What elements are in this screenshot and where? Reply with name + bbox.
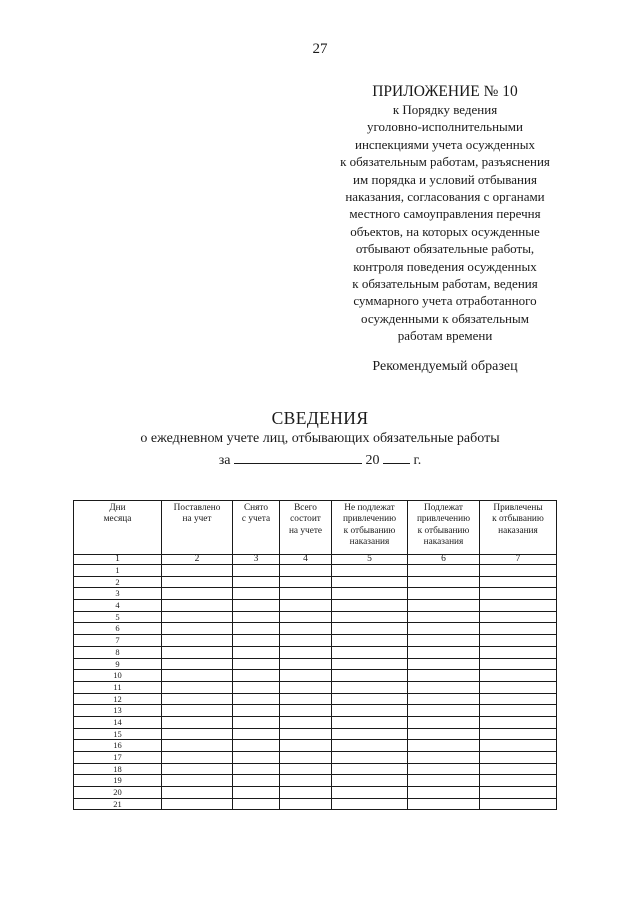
- table-cell[interactable]: [162, 752, 233, 764]
- appendix-line: работам времени: [397, 328, 493, 344]
- table-cell[interactable]: [233, 646, 280, 658]
- column-header-line: Подлежат: [424, 503, 463, 513]
- table-row: [74, 670, 557, 682]
- column-header: [162, 501, 233, 555]
- table-cell[interactable]: [332, 775, 408, 787]
- column-number: 6: [408, 555, 480, 565]
- table-row: [74, 611, 557, 623]
- table-cell[interactable]: [332, 600, 408, 612]
- appendix-line: осужденными к обязательным: [361, 310, 529, 326]
- table-cell[interactable]: [332, 670, 408, 682]
- table-cell[interactable]: [480, 600, 557, 612]
- table-cell[interactable]: [280, 681, 332, 693]
- table-cell[interactable]: [408, 787, 480, 799]
- day-cell: 6: [74, 623, 162, 635]
- period-prefix: за: [218, 453, 231, 468]
- table-cell[interactable]: [233, 740, 280, 752]
- table-cell[interactable]: [162, 670, 233, 682]
- table-cell[interactable]: [162, 611, 233, 623]
- column-number-row: [74, 555, 557, 565]
- table-cell[interactable]: [480, 635, 557, 647]
- table-cell[interactable]: [408, 728, 480, 740]
- table-cell[interactable]: [233, 565, 280, 577]
- table-cell[interactable]: [280, 576, 332, 588]
- table-cell[interactable]: [280, 798, 332, 810]
- day-cell: 14: [74, 716, 162, 728]
- table-cell[interactable]: [162, 658, 233, 670]
- sample-label: Рекомендуемый образец: [372, 359, 518, 374]
- table-cell[interactable]: [280, 611, 332, 623]
- day-cell: 9: [74, 658, 162, 670]
- table-cell[interactable]: [280, 600, 332, 612]
- table-row: [74, 635, 557, 647]
- column-header: [480, 501, 557, 555]
- table-row: [74, 623, 557, 635]
- column-header-line: Поставлено: [173, 503, 221, 513]
- table-cell[interactable]: [233, 681, 280, 693]
- table-row: [74, 646, 557, 658]
- column-header-line: наказания: [349, 536, 390, 547]
- form-title: СВЕДЕНИЯ: [271, 408, 369, 428]
- column-header-line: наказания: [423, 536, 464, 547]
- table-cell[interactable]: [332, 681, 408, 693]
- column-number: 1: [74, 555, 162, 565]
- table-cell[interactable]: [233, 787, 280, 799]
- table-cell[interactable]: [480, 728, 557, 740]
- appendix-line: объектов, на которых осужденные: [350, 223, 540, 239]
- table-cell[interactable]: [280, 693, 332, 705]
- table-cell[interactable]: [162, 728, 233, 740]
- period-year: 20: [365, 453, 380, 468]
- column-header-line: наказания: [498, 525, 538, 536]
- column-header-line: Всего: [294, 503, 317, 513]
- table-cell[interactable]: [408, 658, 480, 670]
- table-cell[interactable]: [162, 681, 233, 693]
- table-cell[interactable]: [332, 588, 408, 600]
- table-cell[interactable]: [162, 763, 233, 775]
- table-row: [74, 728, 557, 740]
- table-row: [74, 752, 557, 764]
- table-cell[interactable]: [480, 565, 557, 577]
- table-cell[interactable]: [332, 705, 408, 717]
- table-row: [74, 716, 557, 728]
- table-cell[interactable]: [233, 611, 280, 623]
- table-cell[interactable]: [480, 588, 557, 600]
- appendix-line: к обязательным работам, разъяснения: [340, 154, 550, 170]
- table-cell[interactable]: [408, 705, 480, 717]
- table-cell[interactable]: [480, 787, 557, 799]
- table-header-row: [74, 501, 557, 555]
- table-cell[interactable]: [280, 716, 332, 728]
- table-row: [74, 600, 557, 612]
- table-cell[interactable]: [280, 670, 332, 682]
- table-cell[interactable]: [280, 728, 332, 740]
- appendix-line: местного самоуправления перечня: [349, 206, 541, 222]
- day-cell: 7: [74, 635, 162, 647]
- day-cell: 16: [74, 740, 162, 752]
- table-cell[interactable]: [280, 635, 332, 647]
- table-cell[interactable]: [280, 658, 332, 670]
- day-cell: 10: [74, 670, 162, 682]
- table-cell[interactable]: [332, 658, 408, 670]
- table-cell[interactable]: [233, 588, 280, 600]
- period-blank-field[interactable]: [234, 450, 362, 464]
- table-cell[interactable]: [162, 798, 233, 810]
- year-blank-field[interactable]: [383, 450, 410, 464]
- table-cell[interactable]: [162, 600, 233, 612]
- table-cell[interactable]: [280, 740, 332, 752]
- table-cell[interactable]: [233, 798, 280, 810]
- table-cell[interactable]: [162, 588, 233, 600]
- daily-report-table: [73, 500, 557, 810]
- table-cell[interactable]: [480, 740, 557, 752]
- day-cell: 2: [74, 576, 162, 588]
- table-cell[interactable]: [408, 635, 480, 647]
- column-number: 3: [233, 555, 280, 565]
- table-cell[interactable]: [480, 646, 557, 658]
- table-cell[interactable]: [233, 775, 280, 787]
- table-cell[interactable]: [480, 670, 557, 682]
- column-header-line: Привлечены: [493, 503, 543, 513]
- table-cell[interactable]: [480, 681, 557, 693]
- appendix-lines: [300, 101, 590, 345]
- appendix-line: наказания, согласования с органами: [345, 189, 545, 205]
- table-row: [74, 763, 557, 775]
- table-cell[interactable]: [408, 576, 480, 588]
- table-cell[interactable]: [162, 623, 233, 635]
- table-row: [74, 693, 557, 705]
- table-cell[interactable]: [162, 775, 233, 787]
- table-cell[interactable]: [408, 775, 480, 787]
- appendix-line: инспекциями учета осужденных: [355, 136, 535, 152]
- appendix-line: контроля поведения осужденных: [353, 258, 537, 274]
- column-number: 4: [280, 555, 332, 565]
- day-cell: 17: [74, 752, 162, 764]
- table-cell[interactable]: [480, 775, 557, 787]
- column-header-line: к отбыванию: [343, 525, 396, 536]
- table-cell[interactable]: [480, 611, 557, 623]
- table-cell[interactable]: [162, 576, 233, 588]
- table-cell[interactable]: [280, 787, 332, 799]
- table-cell[interactable]: [280, 646, 332, 658]
- day-cell: 20: [74, 787, 162, 799]
- column-header-line: на учете: [288, 525, 323, 536]
- table-cell[interactable]: [480, 576, 557, 588]
- table-cell[interactable]: [162, 693, 233, 705]
- table-cell[interactable]: [408, 611, 480, 623]
- table-cell[interactable]: [162, 716, 233, 728]
- table-row: [74, 576, 557, 588]
- column-header-line: Не подлежат: [344, 503, 395, 513]
- table-cell[interactable]: [162, 635, 233, 647]
- table-cell[interactable]: [332, 611, 408, 623]
- form-subtitle: о ежедневном учете лиц, отбывающих обязательные работы: [140, 431, 500, 446]
- table-cell[interactable]: [408, 646, 480, 658]
- table-cell[interactable]: [408, 670, 480, 682]
- table-cell[interactable]: [332, 740, 408, 752]
- period-suffix: г.: [413, 453, 422, 468]
- table-cell[interactable]: [233, 576, 280, 588]
- table-cell[interactable]: [480, 763, 557, 775]
- column-header: [280, 501, 332, 555]
- column-number: 2: [162, 555, 233, 565]
- table-cell[interactable]: [332, 763, 408, 775]
- column-number: 5: [332, 555, 408, 565]
- table-cell[interactable]: [280, 775, 332, 787]
- table-cell[interactable]: [233, 670, 280, 682]
- day-cell: 21: [74, 798, 162, 810]
- appendix-title: ПРИЛОЖЕНИЕ № 10: [372, 83, 518, 100]
- table-cell[interactable]: [480, 752, 557, 764]
- column-header-line: к отбыванию: [417, 525, 470, 536]
- day-cell: 4: [74, 600, 162, 612]
- table-cell[interactable]: [408, 752, 480, 764]
- table-cell[interactable]: [280, 763, 332, 775]
- column-header: [233, 501, 280, 555]
- table-cell[interactable]: [233, 635, 280, 647]
- table-cell[interactable]: [408, 763, 480, 775]
- table-cell[interactable]: [280, 588, 332, 600]
- appendix-line: уголовно-исполнительными: [367, 119, 523, 135]
- table-cell[interactable]: [408, 600, 480, 612]
- appendix-line: к обязательным работам, ведения: [352, 276, 538, 292]
- column-header-line: привлечению: [416, 514, 471, 525]
- table-cell[interactable]: [408, 565, 480, 577]
- column-header-line: месяца: [103, 514, 132, 525]
- table-cell[interactable]: [408, 798, 480, 810]
- table-cell[interactable]: [332, 576, 408, 588]
- page-number: 27: [312, 41, 328, 57]
- day-cell: 18: [74, 763, 162, 775]
- table-cell[interactable]: [408, 716, 480, 728]
- table-row: [74, 775, 557, 787]
- column-header-line: состоит: [290, 514, 321, 525]
- column-header: [332, 501, 408, 555]
- table-cell[interactable]: [233, 623, 280, 635]
- column-header-line: с учета: [241, 514, 271, 525]
- table-cell[interactable]: [162, 565, 233, 577]
- table-cell[interactable]: [332, 716, 408, 728]
- table-cell[interactable]: [408, 681, 480, 693]
- column-header-line: на учет: [182, 514, 212, 525]
- day-cell: 8: [74, 646, 162, 658]
- table-cell[interactable]: [233, 716, 280, 728]
- day-cell: 15: [74, 728, 162, 740]
- table-cell[interactable]: [332, 798, 408, 810]
- table-cell[interactable]: [280, 623, 332, 635]
- table-cell[interactable]: [332, 693, 408, 705]
- day-cell: 13: [74, 705, 162, 717]
- table-cell[interactable]: [332, 728, 408, 740]
- table-row: [74, 588, 557, 600]
- day-cell: 19: [74, 775, 162, 787]
- table-cell[interactable]: [480, 693, 557, 705]
- table-cell[interactable]: [332, 646, 408, 658]
- table-cell[interactable]: [162, 705, 233, 717]
- day-cell: 11: [74, 681, 162, 693]
- table-cell[interactable]: [480, 798, 557, 810]
- table-cell[interactable]: [332, 752, 408, 764]
- table-cell[interactable]: [233, 600, 280, 612]
- column-header-line: к отбыванию: [492, 514, 544, 525]
- table-cell[interactable]: [480, 658, 557, 670]
- table-cell[interactable]: [233, 728, 280, 740]
- table-row: [74, 787, 557, 799]
- table-cell[interactable]: [408, 588, 480, 600]
- table-cell[interactable]: [480, 705, 557, 717]
- appendix-line: им порядка и условий отбывания: [353, 171, 537, 187]
- table-cell[interactable]: [332, 635, 408, 647]
- column-header-line: Снято: [243, 503, 269, 513]
- day-cell: 3: [74, 588, 162, 600]
- day-cell: 1: [74, 565, 162, 577]
- table-cell[interactable]: [162, 787, 233, 799]
- column-header: [74, 501, 162, 555]
- appendix-line: суммарного учета отработанного: [353, 293, 537, 309]
- column-number: 7: [480, 555, 557, 565]
- appendix-line: отбывают обязательные работы,: [355, 241, 535, 257]
- table-cell[interactable]: [480, 623, 557, 635]
- table-cell[interactable]: [233, 752, 280, 764]
- table-cell[interactable]: [332, 787, 408, 799]
- table-row: [74, 705, 557, 717]
- column-header-line: привлечению: [342, 514, 397, 525]
- table-cell[interactable]: [162, 740, 233, 752]
- table-row: [74, 740, 557, 752]
- table-cell[interactable]: [233, 705, 280, 717]
- appendix-line: к Порядку ведения: [392, 102, 498, 117]
- table-cell[interactable]: [233, 658, 280, 670]
- table-cell[interactable]: [162, 646, 233, 658]
- table-cell[interactable]: [332, 623, 408, 635]
- column-header: [408, 501, 480, 555]
- column-header-line: Дни: [109, 503, 126, 513]
- table-cell[interactable]: [408, 693, 480, 705]
- table-cell[interactable]: [233, 763, 280, 775]
- day-cell: 12: [74, 693, 162, 705]
- appendix-block: [300, 83, 590, 345]
- table-row: [74, 798, 557, 810]
- table-row: [74, 565, 557, 577]
- table-cell[interactable]: [280, 752, 332, 764]
- table-cell[interactable]: [280, 565, 332, 577]
- day-cell: 5: [74, 611, 162, 623]
- table-cell[interactable]: [332, 565, 408, 577]
- table-cell[interactable]: [233, 693, 280, 705]
- period-line: [0, 450, 640, 469]
- table-row: [74, 681, 557, 693]
- table-row: [74, 658, 557, 670]
- table-cell[interactable]: [408, 623, 480, 635]
- table-cell[interactable]: [280, 705, 332, 717]
- table-cell[interactable]: [480, 716, 557, 728]
- table-cell[interactable]: [408, 740, 480, 752]
